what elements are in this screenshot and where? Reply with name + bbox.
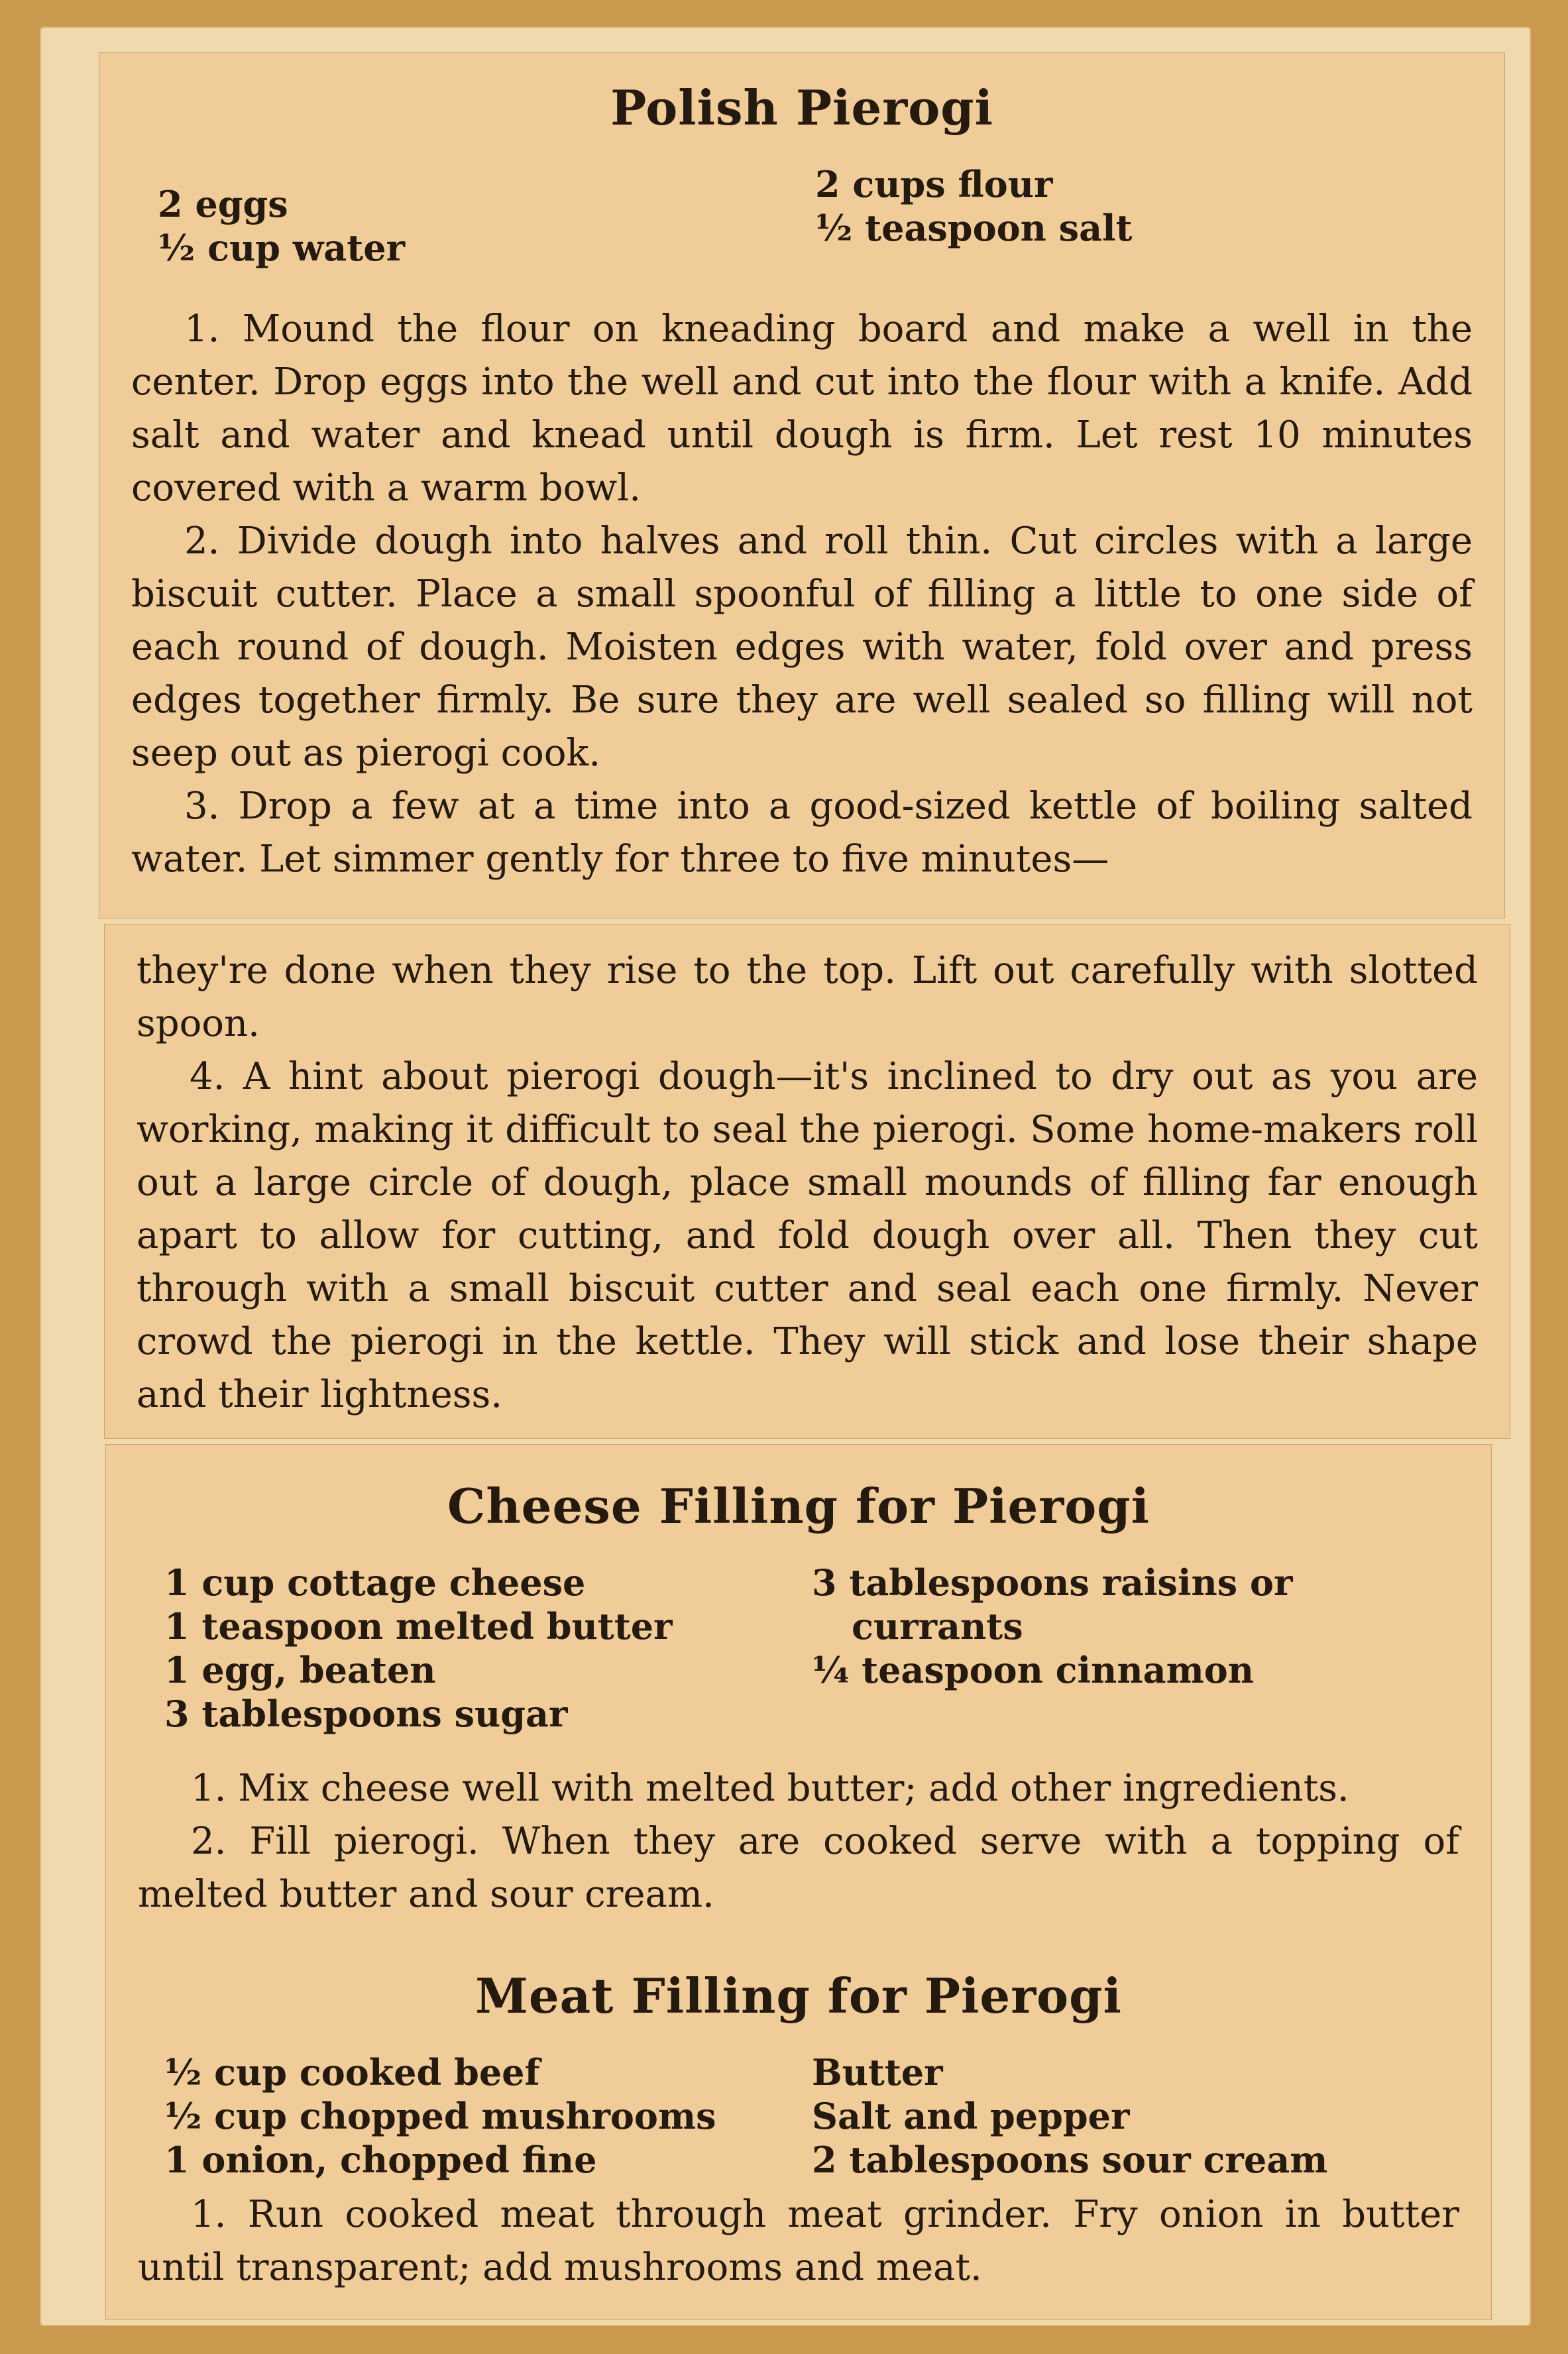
clipping-polish-pierogi-continued <box>105 925 1510 1438</box>
ingredient-item: 2 eggs <box>158 183 288 225</box>
ingredient-item: ½ cup chopped mushrooms <box>164 2095 716 2137</box>
cheese-step-1: 1. Mix cheese well with melted butter; add other ingredients. <box>191 1767 1349 1810</box>
step-3-continued: they're done when they rise to the top. Lift out carefully with slotted spoon. <box>137 949 1478 1045</box>
recipe-title-cheese-filling: Cheese Filling for Pierogi <box>447 1478 1150 1534</box>
ingredient-item: 2 tablespoons sour cream <box>812 2139 1328 2181</box>
ingredient-list <box>138 1561 1459 1736</box>
ingredient-item: 2 cups flour <box>815 163 1053 205</box>
ingredient-column-left <box>164 2050 812 2182</box>
ingredient-list <box>131 162 1473 270</box>
step-2: 2. Divide dough into halves and roll thin. Cut circles with a large biscuit cutter. Place a small spoonful of filling a little to one side of each round of dough. Moisten edges with water, fold over and press edges together firmly. Be sure they are well sealed so filling will not seep out as pierogi cook. <box>131 520 1473 775</box>
ingredient-item: 3 tablespoons sugar <box>164 1693 568 1735</box>
ingredient-item: 1 egg, beaten <box>164 1649 436 1691</box>
clipping-polish-pierogi <box>99 53 1504 918</box>
step-4: 4. A hint about pierogi dough—it's inclined to dry out as you are working, making it difficult to seal the pierogi. Some home-makers roll out a large circle of dough, place small mounds of filling far enough apart to allow for cutting, and fold dough over all. Then they cut through with a small biscuit cutter and seal each one firmly. Never crowd the pierogi in the kettle. They will stick and lose their shape and their lightness. <box>137 1055 1478 1416</box>
ingredient-item: Salt and pepper <box>812 2095 1130 2137</box>
ingredient-column-right <box>812 1561 1459 1736</box>
ingredient-item: Butter <box>812 2051 943 2094</box>
ingredient-item: 1 teaspoon melted butter <box>164 1605 673 1648</box>
clipping-fillings <box>106 1445 1491 2320</box>
cheese-step-2: 2. Fill pierogi. When they are cooked serve with a topping of melted butter and sour cream. <box>138 1820 1459 1916</box>
ingredient-item: ½ cup water <box>158 227 406 269</box>
ingredient-column-right <box>815 162 1473 270</box>
ingredient-item: 3 tablespoons raisins or <box>812 1561 1293 1604</box>
recipe-title-meat-filling: Meat Filling for Pierogi <box>475 1968 1122 2024</box>
step-3: 3. Drop a few at a time into a good-sized kettle of boiling salted water. Let simmer gently for three to five minutes— <box>131 785 1473 881</box>
ingredient-item: 1 cup cottage cheese <box>164 1561 586 1604</box>
ingredient-item: ½ cup cooked beef <box>164 2051 540 2094</box>
ingredient-item: ¼ teaspoon cinnamon <box>812 1649 1254 1691</box>
ingredient-column-right <box>812 2050 1459 2182</box>
meat-step-1: 1. Run cooked meat through meat grinder. Fry onion in butter until transparent; add mushrooms and meat. <box>138 2193 1459 2289</box>
ingredient-list <box>138 2050 1459 2182</box>
ingredient-column-left <box>158 162 815 270</box>
recipe-title-polish-pierogi: Polish Pierogi <box>610 80 993 136</box>
ingredient-item: currants <box>852 1605 1023 1648</box>
ingredient-item: 1 onion, chopped fine <box>164 2139 597 2181</box>
ingredient-item: ½ teaspoon salt <box>815 207 1133 249</box>
step-1: 1. Mound the flour on kneading board and make a well in the center. Drop eggs into the well and cut into the flour with a knife. Add salt and water and knead until dough is firm. Let rest 10 minutes covered with a warm bowl. <box>131 308 1473 510</box>
ingredient-column-left <box>164 1561 812 1736</box>
